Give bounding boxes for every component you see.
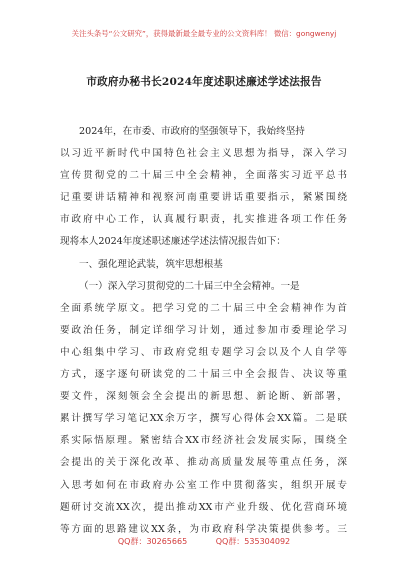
paragraph-line: 方式，逐字逐句研读党的二十届三中全会报告、决议等重	[60, 369, 347, 381]
paragraph-line: 题研讨交流XX次，提出推动XX市产业升级、优化营商环境	[60, 501, 347, 513]
paragraph-line: 要政治任务，制定详细学习计划，通过参加市委理论学习	[60, 324, 347, 336]
paragraph-line: 系实际悟原理。紧密结合XX市经济社会发展实际，围绕全	[60, 435, 347, 447]
paragraph-line: 现将本人2024年度述职述廉述学述法情况报告如下：	[60, 236, 286, 248]
paragraph-line: 以习近平新时代中国特色社会主义思想为指导，深入学习	[60, 148, 347, 160]
document-title: 市政府办秘书长2024年度述职述廉述学述法报告	[86, 76, 322, 88]
paragraph-line: 等方面的思路建议XX条，为市政府科学决策提供参考。三	[60, 523, 347, 535]
paragraph-line: 市政府中心工作，认真履行职责，扎实推进各项工作任务	[60, 214, 347, 226]
paragraph-line: 入思考如何在市政府办公室工作中贯彻落实，组织开展专	[60, 479, 347, 491]
paragraph-line: 累计撰写学习笔记XX余万字，撰写心得体会XX篇。二是联	[60, 413, 347, 425]
document-body	[60, 121, 347, 541]
paragraph-line: 要文件，深刻领会全会提出的新思想、新论断、新部署，	[60, 391, 347, 403]
qq-group-1: QQ群：30265665	[117, 537, 188, 546]
paragraph-line: 宣传贯彻党的二十届三中全会精神，全面落实习近平总书	[60, 170, 347, 182]
footer-contact	[0, 536, 408, 547]
paragraph-line: 会提出的关于深化改革、推动高质量发展等重点任务，深	[60, 457, 347, 469]
paragraph-line: 全面系统学原文。把学习党的二十届三中全会精神作为首	[60, 302, 347, 314]
paragraph-line: 中心组集中学习、市政府党组专题学习会以及个人自学等	[60, 346, 347, 358]
section-heading: 一、强化理论武装，筑牢思想根基	[79, 258, 223, 270]
paragraph-line: 2024年，在市委、市政府的坚强领导下，我始终坚持	[79, 126, 305, 137]
qq-group-2: QQ群：535304092	[215, 537, 291, 546]
paragraph-line: 记重要讲话精神和视察河南重要讲话重要指示，紧紧围绕	[60, 192, 347, 204]
header-banner: 关注头条号“公文研究”，获得最新最全最专业的公文资料库！ 微信：gongwenyj	[71, 29, 337, 38]
paragraph-line: （一）深入学习贯彻党的二十届三中全会精神。一是	[79, 280, 300, 292]
